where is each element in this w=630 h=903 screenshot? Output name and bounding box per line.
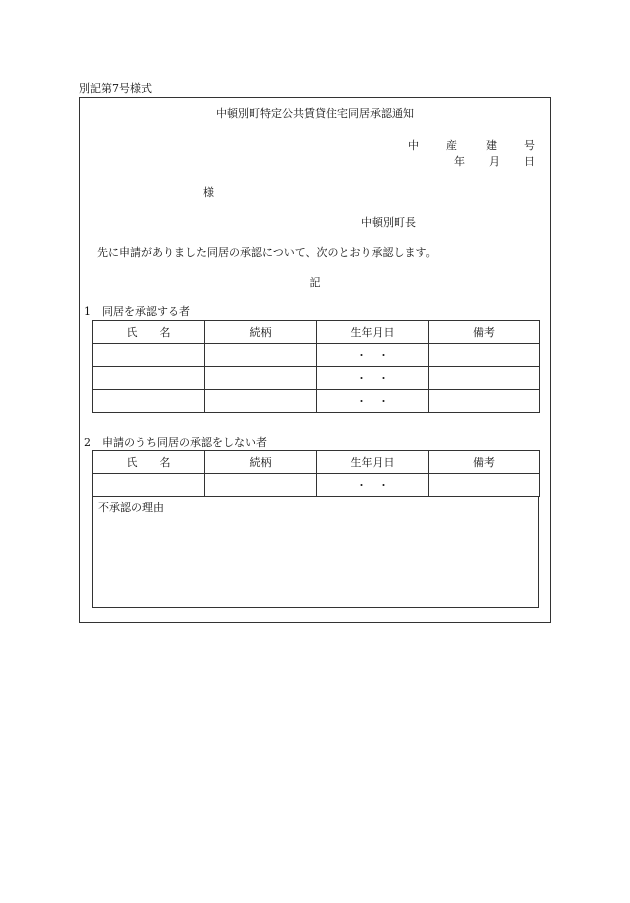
table-row [93, 367, 540, 390]
birthdate-dots: ・ ・ [356, 372, 389, 385]
header-birthdate: 生年月日 [317, 451, 429, 474]
date-month-label: 月 [489, 155, 500, 168]
birthdate-cell[interactable] [317, 474, 429, 497]
table-row [93, 390, 540, 413]
header-relation: 続柄 [205, 451, 317, 474]
section1-heading: 1 同居を承認する者 [84, 305, 190, 318]
remarks-cell[interactable] [429, 344, 540, 367]
birthdate-dots: ・ ・ [356, 395, 389, 408]
table-row [93, 344, 540, 367]
addressee-suffix: 様 [203, 186, 214, 199]
header-remarks: 備考 [429, 321, 540, 344]
rejection-reason-label: 不承認の理由 [98, 501, 164, 514]
name-cell[interactable] [93, 344, 205, 367]
approved-persons-table [92, 320, 540, 413]
remarks-cell[interactable] [429, 474, 540, 497]
birthdate-dots: ・ ・ [356, 479, 389, 492]
issuer-name: 中頓別町長 [361, 216, 416, 229]
relation-cell[interactable] [205, 367, 317, 390]
doc-number-char: 産 [446, 139, 457, 152]
body-text: 先に申請がありました同居の承認について、次のとおり承認します。 [97, 246, 437, 259]
table-row [93, 474, 540, 497]
name-cell[interactable] [93, 474, 205, 497]
form-number-label: 別記第7号様式 [79, 82, 152, 95]
doc-number-char: 建 [486, 139, 497, 152]
rejected-persons-table [92, 450, 540, 497]
doc-number-char: 号 [524, 139, 535, 152]
name-cell[interactable] [93, 390, 205, 413]
relation-cell[interactable] [205, 474, 317, 497]
birthdate-cell[interactable] [317, 390, 429, 413]
rejection-reason-box[interactable] [92, 496, 539, 608]
document-title: 中頓別町特定公共賃貸住宅同居承認通知 [216, 107, 414, 120]
name-cell[interactable] [93, 367, 205, 390]
remarks-cell[interactable] [429, 367, 540, 390]
section2-heading: 2 申請のうち同居の承認をしない者 [84, 436, 267, 449]
header-remarks: 備考 [429, 451, 540, 474]
table-header-row [93, 451, 540, 474]
table-header-row [93, 321, 540, 344]
birthdate-dots: ・ ・ [356, 349, 389, 362]
relation-cell[interactable] [205, 390, 317, 413]
date-year-label: 年 [454, 155, 465, 168]
remarks-cell[interactable] [429, 390, 540, 413]
relation-cell[interactable] [205, 344, 317, 367]
header-relation: 続柄 [205, 321, 317, 344]
header-birthdate: 生年月日 [317, 321, 429, 344]
birthdate-cell[interactable] [317, 344, 429, 367]
birthdate-cell[interactable] [317, 367, 429, 390]
header-name: 氏 名 [93, 451, 205, 474]
ki-heading: 記 [309, 276, 321, 289]
header-name: 氏 名 [93, 321, 205, 344]
doc-number-char: 中 [408, 139, 419, 152]
date-day-label: 日 [524, 155, 535, 168]
